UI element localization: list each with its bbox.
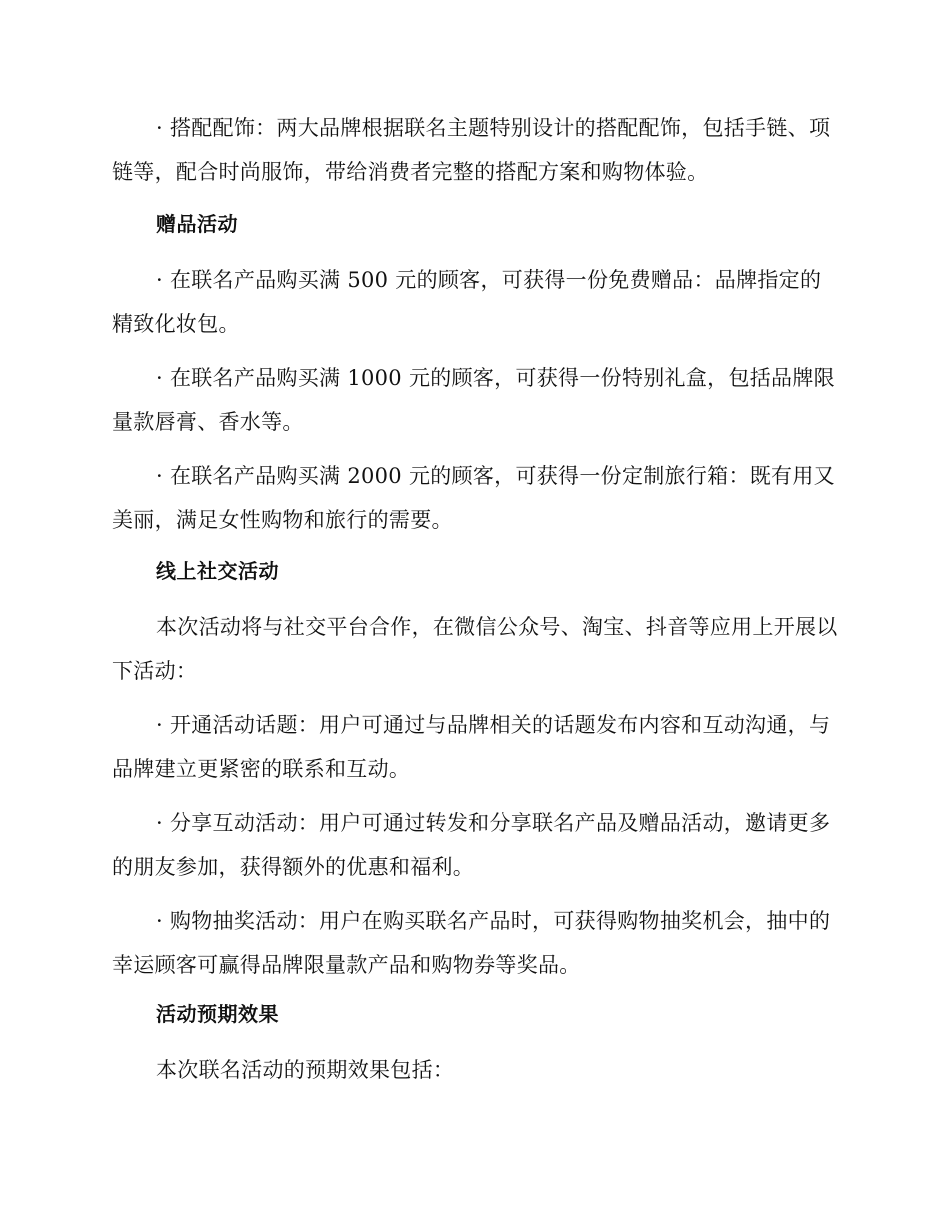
paragraph-gift-500: · 在联名产品购买满 500 元的顾客，可获得一份免费赠品：品牌指定的精致化妆包。	[112, 268, 822, 336]
paragraph-lottery-activity: · 购物抽奖活动：用户在购买联名产品时，可获得购物抽奖机会，抽中的幸运顾客可赢得品牌限量款产品和购物券等奖品。	[112, 909, 831, 977]
heading-online-social: 线上社交活动	[156, 559, 279, 583]
heading-gift-activity: 赠品活动	[156, 212, 238, 236]
paragraph-gift-1000: · 在联名产品购买满 1000 元的顾客，可获得一份特别礼盒，包括品牌限量款唇膏、香水等。	[112, 366, 835, 434]
paragraph-accessories: · 搭配配饰：两大品牌根据联名主题特别设计的搭配配饰，包括手链、项链等，配合时尚服饰，带给消费者完整的搭配方案和购物体验。	[112, 116, 831, 184]
paragraph-social-intro: 本次活动将与社交平台合作，在微信公众号、淘宝、抖音等应用上开展以下活动：	[112, 615, 838, 683]
paragraph-gift-2000: · 在联名产品购买满 2000 元的顾客，可获得一份定制旅行箱：既有用又美丽，满足女性购物和旅行的需要。	[112, 464, 835, 532]
paragraph-effects-intro: 本次联名活动的预期效果包括：	[156, 1058, 455, 1082]
heading-expected-effects: 活动预期效果	[156, 1002, 279, 1026]
paragraph-share-activity: · 分享互动活动：用户可通过转发和分享联名产品及赠品活动，邀请更多的朋友参加，获得额外的优惠和福利。	[112, 811, 831, 879]
paragraph-topic-activity: · 开通活动话题：用户可通过与品牌相关的话题发布内容和互动沟通，与品牌建立更紧密的联系和互动。	[112, 713, 831, 781]
